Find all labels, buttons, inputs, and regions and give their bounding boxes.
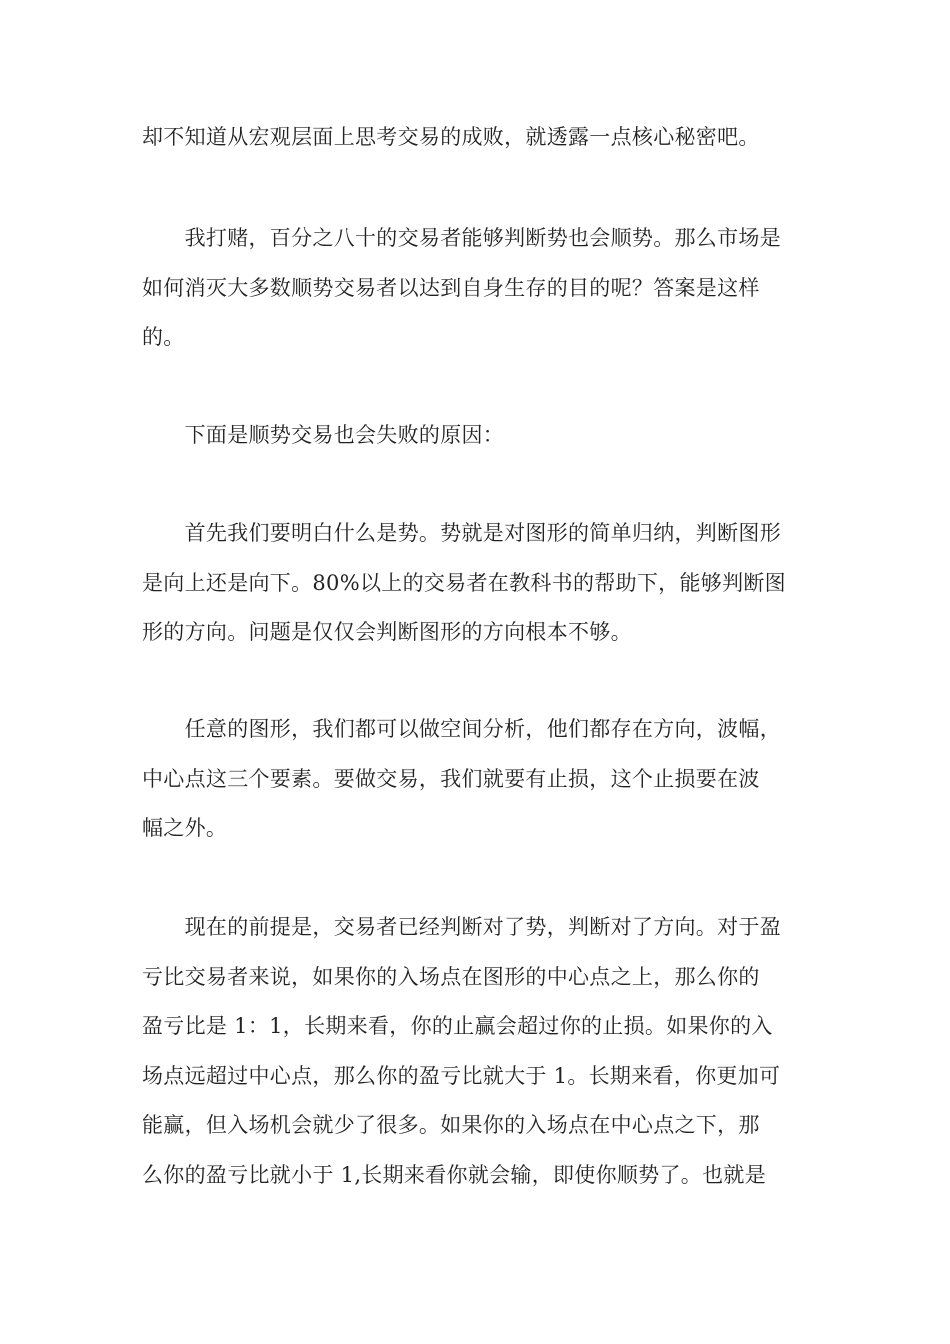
- paragraph-5: [142, 705, 810, 854]
- text-line: 首先我们要明白什么是势。势就是对图形的简单归纳，判断图形: [142, 521, 781, 545]
- text-line: 亏比交易者来说，如果你的入场点在图形的中心点之上，那么你的: [142, 964, 760, 989]
- text-line: 么你的盈亏比就小于 1,长期来看你就会输，即使你顺势了。也就是: [142, 1162, 767, 1187]
- paragraph-6: [142, 903, 810, 1200]
- text-line: 却不知道从宏观层面上思考交易的成败，就透露一点核心秘密吧。: [142, 125, 760, 149]
- text-line: 盈亏比是 1：1，长期来看，你的止赢会超过你的止损。如果你的入: [142, 1014, 773, 1038]
- text-line: 如何消灭大多数顺势交易者以达到自身生存的目的呢？答案是这样: [142, 275, 760, 300]
- text-line: 我打赌，百分之八十的交易者能够判断势也会顺势。那么市场是: [142, 226, 781, 250]
- paragraph-2: [142, 214, 810, 363]
- text-line: 能赢，但入场机会就少了很多。如果你的入场点在中心点之下，那: [142, 1113, 760, 1137]
- text-line: 现在的前提是，交易者已经判断对了势，判断对了方向。对于盈: [142, 915, 781, 939]
- paragraph-4: [142, 509, 810, 658]
- text-line: 的。: [142, 325, 185, 349]
- paragraph-1: [142, 113, 810, 163]
- text-line: 场点远超过中心点，那么你的盈亏比就大于 1。长期来看，你更加可: [142, 1063, 781, 1088]
- text-line: 中心点这三个要素。要做交易，我们就要有止损，这个止损要在波: [142, 766, 760, 791]
- text-line: 下面是顺势交易也会失败的原因：: [142, 423, 505, 447]
- text-line: 是向上还是向下。80%以上的交易者在教科书的帮助下，能够判断图: [142, 570, 786, 595]
- text-line: 形的方向。问题是仅仅会判断图形的方向根本不够。: [142, 620, 632, 644]
- text-line: 任意的图形，我们都可以做空间分析，他们都存在方向，波幅，: [142, 717, 781, 741]
- text-line: 幅之外。: [142, 816, 228, 840]
- paragraph-3: [142, 411, 810, 461]
